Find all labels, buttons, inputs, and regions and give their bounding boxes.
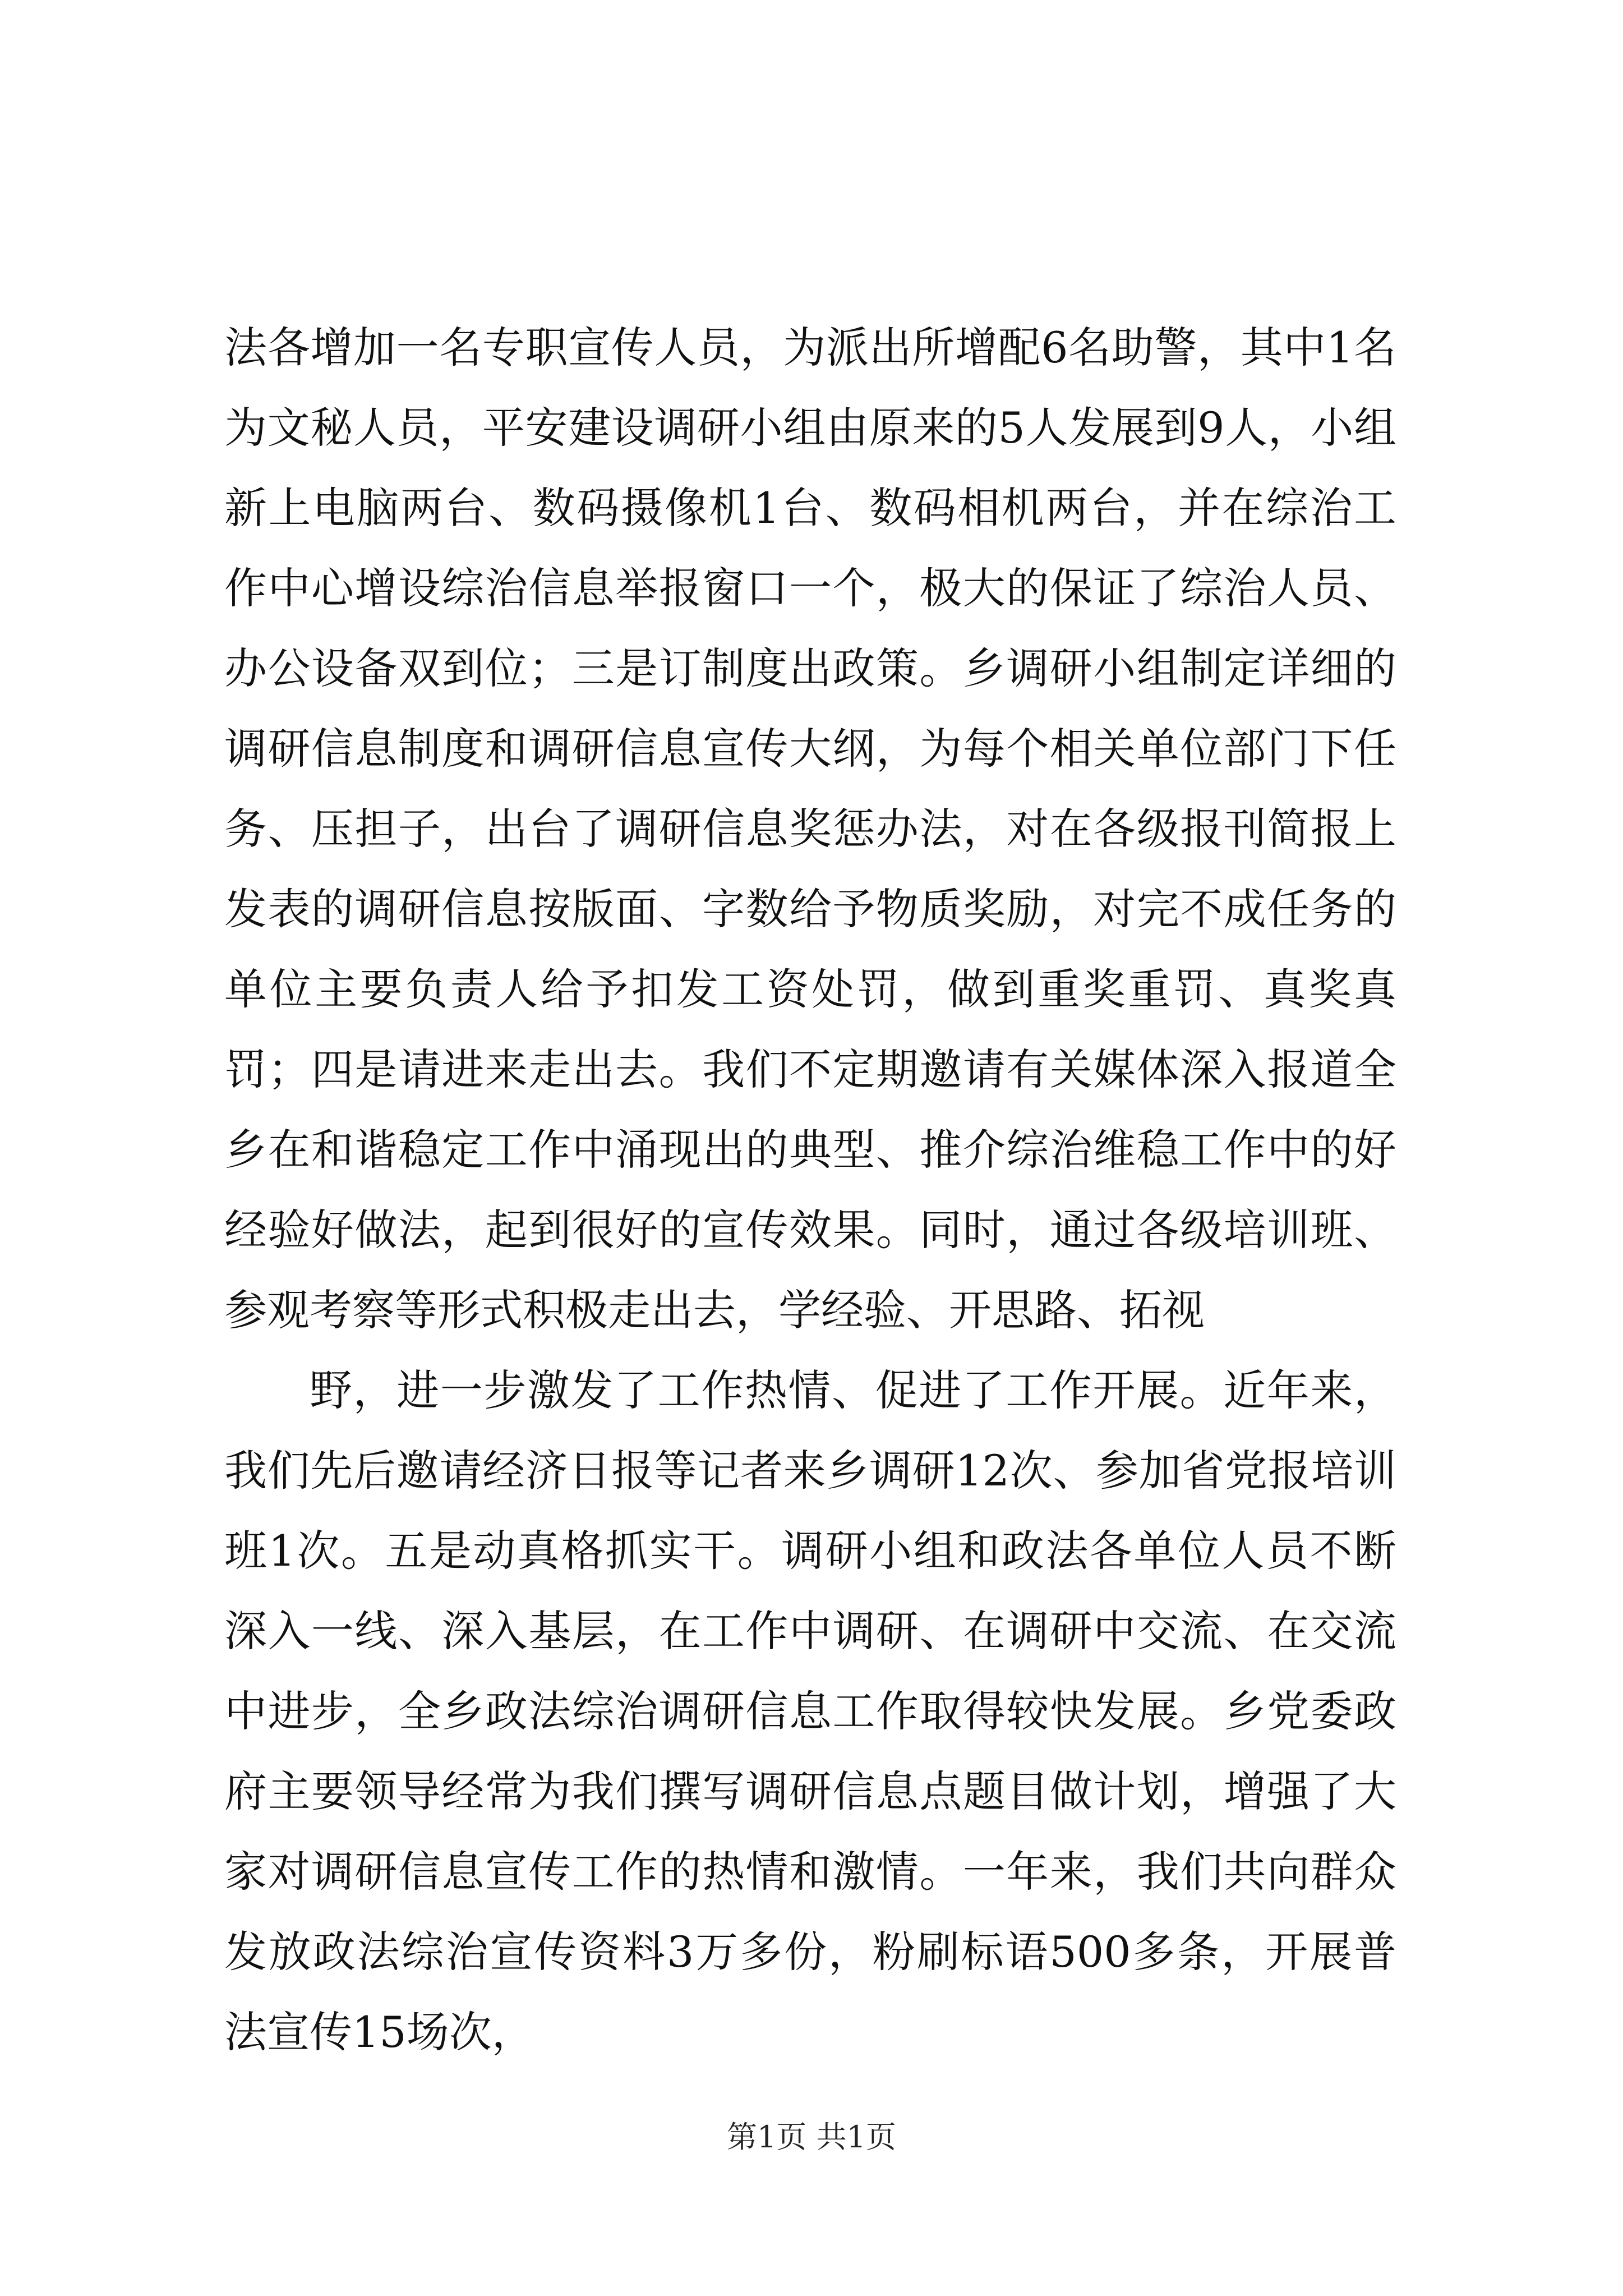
page-footer: 第1页 共1页 <box>727 2119 896 2155</box>
paragraph-1: 法各增加一名专职宣传人员，为派出所增配6名助警，其中1名为文秘人员，平安建设调研小组由原来的5人发展到9人，小组新上电脑两台、数码摄像机1台、数码相机两台，并在综治工作中心增设综治信息举报窗口一个，极大的保证了综治人员、办公设备双到位；三是订制度出政策。乡调研小组制定详细的调研信息制度和调研信息宣传大纲，为每个相关单位部门下任务、压担子，出台了调研信息奖惩办法，对在各级报刊简报上发表的调研信息按版面、字数给予物质奖励，对完不成任务的单位主要负责人给予扣发工资处罚，做到重奖重罚、真奖真罚；四是请进来走出去。我们不定期邀请有关媒体深入报道全乡在和谐稳定工作中涌现出的典型、推介综治维稳工作中的好经验好做法，起到很好的宣传效果。同时，通过各级培训班、参观考察等形式积极走出去，学经验、开思路、拓视 <box>224 323 1396 1335</box>
document-body <box>224 307 1396 2072</box>
paragraph-2: 野，进一步激发了工作热情、促进了工作开展。近年来，我们先后邀请经济日报等记者来乡调研12次、参加省党报培训班1次。五是动真格抓实干。调研小组和政法各单位人员不断深入一线、深入基层，在工作中调研、在调研中交流、在交流中进步，全乡政法综治调研信息工作取得较快发展。乡党委政府主要领导经常为我们撰写调研信息点题目做计划，增强了大家对调研信息宣传工作的热情和激情。一年来，我们共向群众发放政法综治宣传资料3万多份，粉刷标语500多条，开展普法宣传15场次， <box>224 1365 1396 2057</box>
